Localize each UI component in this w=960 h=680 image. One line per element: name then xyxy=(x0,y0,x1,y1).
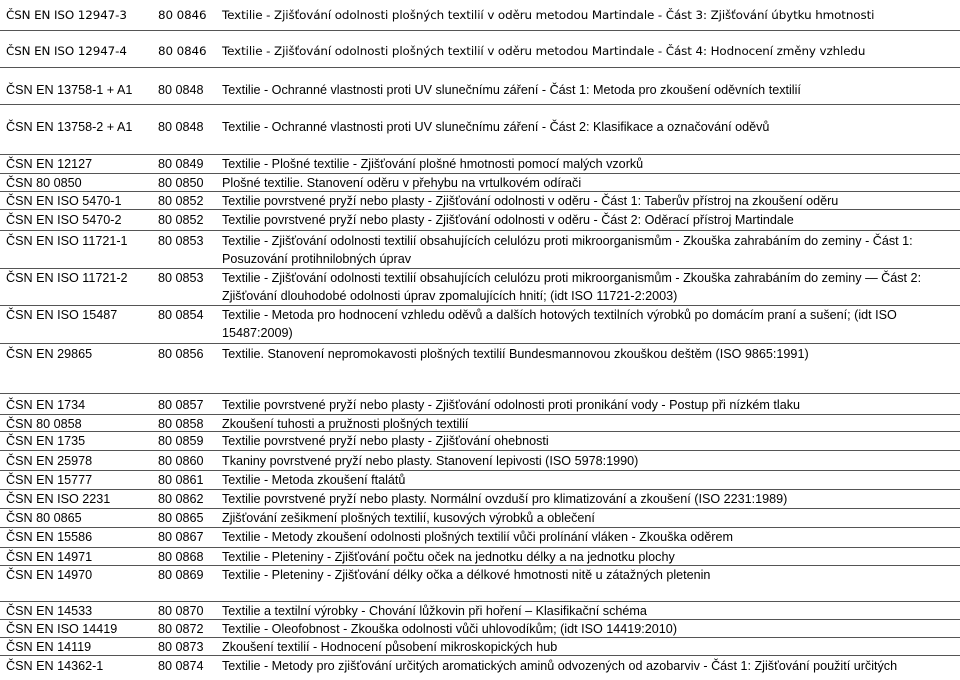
standard-code-cell: ČSN 80 0865 xyxy=(6,511,82,525)
class-number-cell: 80 0870 xyxy=(158,604,204,618)
class-number-cell: 80 0865 xyxy=(158,511,204,525)
standard-code-cell: ČSN EN 14362-1 xyxy=(6,659,104,673)
class-number-cell: 80 0852 xyxy=(158,213,204,227)
table-row xyxy=(0,470,960,489)
standard-code-cell: ČSN EN 25978 xyxy=(6,454,93,468)
table-row xyxy=(0,191,960,209)
class-number-cell: 80 0868 xyxy=(158,550,204,564)
standard-code-cell: ČSN EN 1735 xyxy=(6,434,86,448)
class-number-cell: 80 0848 xyxy=(158,120,204,134)
class-number-cell: 80 0853 xyxy=(158,234,204,248)
description-cell: Textilie - Pleteniny - Zjišťování délky očka a délkové hmotnosti nitě u zátažných pletenin xyxy=(222,568,711,582)
table-row xyxy=(0,154,960,173)
table-row xyxy=(0,173,960,191)
table-row xyxy=(0,565,960,601)
table-row xyxy=(0,655,960,680)
description-cell: Textilie povrstvené pryží nebo plasty - Zjišťování odolnosti proti pronikání vody - Postup při nízkém tlaku xyxy=(222,398,801,412)
standard-code-cell: ČSN EN 14971 xyxy=(6,550,93,564)
description-cell: Textilie - Zjišťování odolnosti textilií obsahujících celulózu proti mikroorganismům - Zkouška zahrabáním do zeminy — Část 2: Zjišťování dlouhodobé odolnosti úprav zpomalujících hnití; (idt ISO 11721-2:2003) xyxy=(222,271,922,303)
table-row xyxy=(0,393,960,414)
table-row xyxy=(0,414,960,431)
standard-code-cell: ČSN 80 0858 xyxy=(6,417,82,431)
class-number-cell: 80 0848 xyxy=(158,83,204,97)
class-number-cell: 80 0846 xyxy=(158,8,207,22)
class-number-cell: 80 0873 xyxy=(158,640,204,654)
standard-code-cell: ČSN EN ISO 11721-2 xyxy=(6,271,128,285)
table-row xyxy=(0,104,960,154)
standard-code-cell: ČSN EN 15586 xyxy=(6,530,93,544)
class-number-cell: 80 0872 xyxy=(158,622,204,636)
table-row xyxy=(0,268,960,305)
standard-code-cell: ČSN EN ISO 12947-3 xyxy=(6,8,127,22)
standard-code-cell: ČSN EN 13758-1 + A1 xyxy=(6,83,133,97)
description-cell: Textilie - Zjišťování odolnosti plošných textilií v oděru metodou Martindale - Část 4: Hodnocení změny vzhledu xyxy=(222,44,866,58)
table-row xyxy=(0,431,960,450)
description-cell: Textilie. Stanovení nepromokavosti plošných textilií Bundesmannovou zkouškou deštěm (ISO 9865:1991) xyxy=(222,347,809,361)
table-row xyxy=(0,230,960,268)
standard-code-cell: ČSN EN 14533 xyxy=(6,604,93,618)
description-cell: Zkoušení textilií - Hodnocení působení mikroskopických hub xyxy=(222,640,558,654)
class-number-cell: 80 0869 xyxy=(158,568,204,582)
table-row xyxy=(0,450,960,470)
description-cell: Textilie - Metody pro zjišťování určitých aromatických aminů odvozených od azobarviv - Část 1: Zjišťování použití určitých xyxy=(222,659,898,673)
standard-code-cell: ČSN EN 12127 xyxy=(6,157,93,171)
description-cell: Textilie povrstvené pryží nebo plasty - Zjišťování odolnosti v oděru - Část 1: Taberův přístroj na zkoušení oděru xyxy=(222,194,839,208)
standard-code-cell: ČSN EN ISO 2231 xyxy=(6,492,111,506)
standard-code-cell: ČSN EN 15777 xyxy=(6,473,93,487)
standard-code-cell: ČSN EN 13758-2 + A1 xyxy=(6,120,133,134)
description-cell: Textilie - Metody zkoušení odolnosti plošných textilií vůči prolínání vláken - Zkouška oděrem xyxy=(222,530,733,544)
standard-code-cell: ČSN EN ISO 5470-2 xyxy=(6,213,122,227)
class-number-cell: 80 0874 xyxy=(158,659,204,673)
description-cell: Textilie povrstvené pryží nebo plasty - Zjišťování odolnosti v oděru - Část 2: Oděrací přístroj Martindale xyxy=(222,213,794,227)
description-cell: Textilie - Pleteniny - Zjišťování počtu oček na jednotku délky a na jednotku plochy xyxy=(222,550,675,564)
class-number-cell: 80 0849 xyxy=(158,157,204,171)
class-number-cell: 80 0852 xyxy=(158,194,204,208)
standard-code-cell: ČSN EN 29865 xyxy=(6,347,93,361)
standard-code-cell: ČSN EN ISO 12947-4 xyxy=(6,44,127,58)
standard-code-cell: ČSN EN ISO 15487 xyxy=(6,308,118,322)
class-number-cell: 80 0867 xyxy=(158,530,204,544)
description-cell: Zjišťování zešikmení plošných textilií, kusových výrobků a oblečení xyxy=(222,511,595,525)
class-number-cell: 80 0858 xyxy=(158,417,204,431)
class-number-cell: 80 0846 xyxy=(158,44,207,58)
description-cell: Textilie a textilní výrobky - Chování lůžkovin při hoření – Klasifikační schéma xyxy=(222,604,647,618)
class-number-cell: 80 0861 xyxy=(158,473,204,487)
description-cell: Textilie - Ochranné vlastnosti proti UV slunečnímu záření - Část 1: Metoda pro zkoušení oděvních textilií xyxy=(222,83,801,97)
description-cell: Zkoušení tuhosti a pružnosti plošných textilií xyxy=(222,417,469,431)
class-number-cell: 80 0853 xyxy=(158,271,204,285)
description-cell: Tkaniny povrstvené pryží nebo plasty. Stanovení lepivosti (ISO 5978:1990) xyxy=(222,454,639,468)
table-row xyxy=(0,305,960,343)
class-number-cell: 80 0854 xyxy=(158,308,204,322)
table-row xyxy=(0,601,960,619)
class-number-cell: 80 0859 xyxy=(158,434,204,448)
class-number-cell: 80 0850 xyxy=(158,176,204,190)
table-row xyxy=(0,67,960,104)
table-row xyxy=(0,527,960,547)
table-row xyxy=(0,489,960,508)
description-cell: Textilie povrstvené pryží nebo plasty - Zjišťování ohebnosti xyxy=(222,434,549,448)
table-row xyxy=(0,343,960,393)
table-row xyxy=(0,30,960,67)
class-number-cell: 80 0857 xyxy=(158,398,204,412)
standard-code-cell: ČSN EN 14119 xyxy=(6,640,92,654)
description-cell: Textilie - Plošné textilie - Zjišťování plošné hmotnosti pomocí malých vzorků xyxy=(222,157,644,171)
table-row xyxy=(0,508,960,527)
table-row xyxy=(0,209,960,230)
table-row xyxy=(0,0,960,30)
standard-code-cell: ČSN EN ISO 5470-1 xyxy=(6,194,122,208)
standard-code-cell: ČSN EN 1734 xyxy=(6,398,86,412)
standard-code-cell: ČSN EN 14970 xyxy=(6,568,93,582)
standard-code-cell: ČSN EN ISO 11721-1 xyxy=(6,234,128,248)
description-cell: Textilie - Metoda pro hodnocení vzhledu oděvů a dalších hotových textilních výrobků po domácím praní a sušení; (idt ISO 15487:2009) xyxy=(222,308,897,340)
class-number-cell: 80 0856 xyxy=(158,347,204,361)
description-cell: Textilie - Metoda zkoušení ftalátů xyxy=(222,473,406,487)
class-number-cell: 80 0860 xyxy=(158,454,204,468)
description-cell: Textilie - Oleofobnost - Zkouška odolnosti vůči uhlovodíkům; (idt ISO 14419:2010) xyxy=(222,622,678,636)
class-number-cell: 80 0862 xyxy=(158,492,204,506)
description-cell: Textilie - Ochranné vlastnosti proti UV slunečnímu záření - Část 2: Klasifikace a označování oděvů xyxy=(222,120,770,134)
table-row xyxy=(0,637,960,655)
standard-code-cell: ČSN EN ISO 14419 xyxy=(6,622,118,636)
table-row xyxy=(0,619,960,637)
description-cell: Textilie - Zjišťování odolnosti textilií obsahujících celulózu proti mikroorganismům - Zkouška zahrabáním do zeminy - Část 1: Posuzování protihnilobných úprav xyxy=(222,234,913,266)
description-cell: Textilie - Zjišťování odolnosti plošných textilií v oděru metodou Martindale - Část 3: Zjišťování úbytku hmotnosti xyxy=(222,8,875,22)
table-row xyxy=(0,547,960,565)
description-cell: Textilie povrstvené pryží nebo plasty. Normální ovzduší pro klimatizování a zkoušení (ISO 2231:1989) xyxy=(222,492,788,506)
standard-code-cell: ČSN 80 0850 xyxy=(6,176,82,190)
description-cell: Plošné textilie. Stanovení oděru v přehybu na vrtulkovém odírači xyxy=(222,176,582,190)
